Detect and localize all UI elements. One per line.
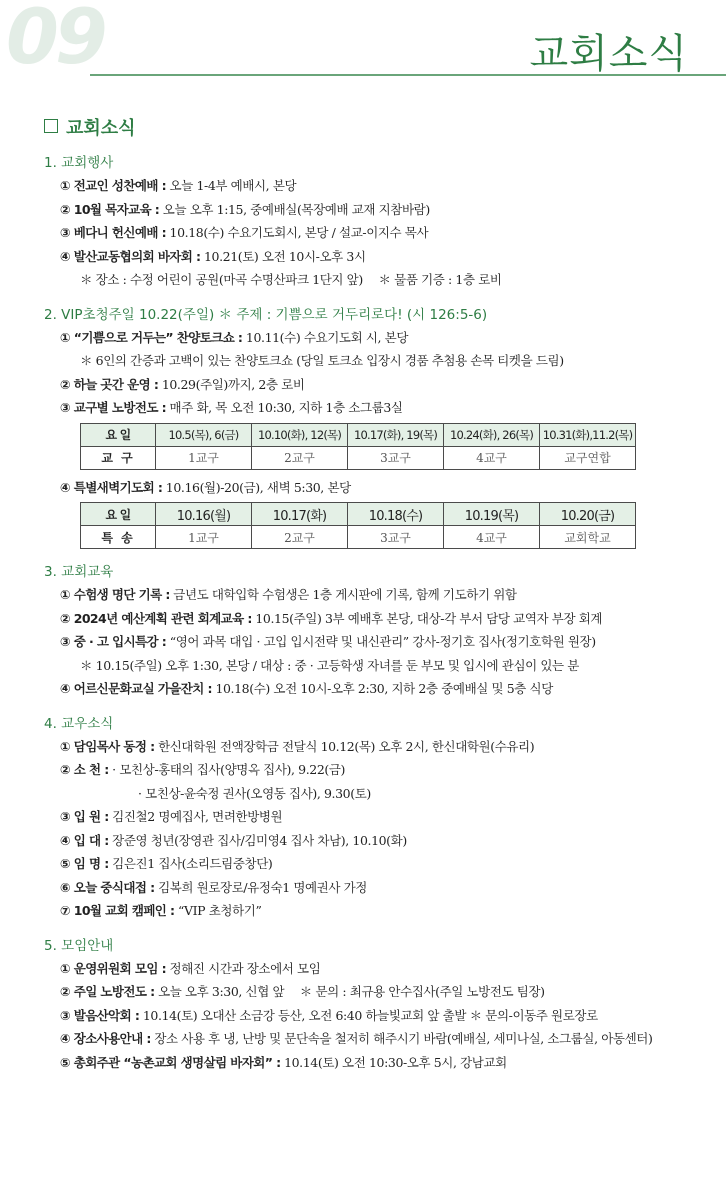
table-cell: 2교구 bbox=[252, 446, 348, 469]
table-cell: 10.17(화) bbox=[252, 503, 348, 526]
list-item: ⑥ 오늘 중식대접 : 김복희 원로장로/유정숙1 명예권사 가정 bbox=[60, 879, 367, 895]
table-row-label: 요 일 bbox=[81, 423, 156, 446]
table-cell: 10.10(화), 12(목) bbox=[252, 423, 348, 446]
dawn-prayer-table bbox=[80, 502, 636, 549]
table-cell: 10.5(목), 6(금) bbox=[156, 423, 252, 446]
section-meetings bbox=[44, 935, 714, 1075]
table-cell: 4교구 bbox=[444, 446, 540, 469]
table-row-label: 특 송 bbox=[81, 526, 156, 549]
list-item: ⑦ 10월 교회 캠페인 : “VIP 초청하기” bbox=[60, 903, 262, 918]
table-cell: 10.18(수) bbox=[348, 503, 444, 526]
list-item: ③ 베다니 헌신예배 : 10.18(수) 수요기도회시, 본당 / 설교-이지수 목사 bbox=[60, 225, 429, 240]
section-heading: 4. 교우소식 bbox=[44, 715, 114, 732]
table-row bbox=[81, 446, 636, 469]
list-item: ② 주일 노방전도 : 오늘 오후 3:30, 신협 앞 ＊ 문의 : 최규용 안수집사(주일 노방전도 팀장) bbox=[60, 984, 545, 999]
table-cell: 10.17(화), 19(목) bbox=[348, 423, 444, 446]
note: ＊ 6인의 간증과 고백이 있는 찬양토크쇼 (당일 토크쇼 입장시 경품 추첨용 손목 티켓을 드림) bbox=[80, 353, 564, 368]
list-item: ③ 교구별 노방전도 : 매주 화, 목 오전 10:30, 지하 1층 소그룹3실 bbox=[60, 400, 403, 415]
section-church-education bbox=[44, 561, 714, 701]
list-item: ① “기쁨으로 거두는” 찬양토크쇼 : 10.11(수) 수요기도회 시, 본당 bbox=[60, 329, 409, 345]
table-cell: 10.20(금) bbox=[540, 503, 636, 526]
section-church-events bbox=[44, 152, 714, 292]
news-content bbox=[44, 114, 714, 1074]
section-member-news bbox=[44, 713, 714, 923]
list-item: ④ 입 대 : 장준영 청년(장영관 집사/김미영4 집사 차남), 10.10(화) bbox=[60, 832, 407, 848]
list-item: ④ 어르신문화교실 가을잔치 : 10.18(수) 오전 10시-오후 2:30, 지하 2층 중예배실 및 5층 식당 bbox=[60, 681, 553, 696]
table-cell: 교회학교 bbox=[540, 526, 636, 549]
section-heading: 5. 모임안내 bbox=[44, 937, 114, 954]
table-row bbox=[81, 526, 636, 549]
page-number: 09 bbox=[6, 0, 104, 81]
table-row bbox=[81, 503, 636, 526]
title-divider bbox=[90, 74, 726, 76]
street-evangelism-table bbox=[80, 423, 636, 470]
table-cell: 1교구 bbox=[156, 446, 252, 469]
section-heading: 3. 교회교육 bbox=[44, 564, 114, 580]
table-row-label: 교 구 bbox=[81, 446, 156, 469]
checkbox-square-icon bbox=[44, 119, 58, 133]
table-row-label: 요 일 bbox=[81, 503, 156, 526]
table-cell: 2교구 bbox=[252, 526, 348, 549]
list-item: ② 10월 목자교육 : 오늘 오후 1:15, 중예배실(목장예배 교재 지참바람) bbox=[60, 201, 430, 217]
section-vip-sunday bbox=[44, 304, 714, 550]
main-heading-text: 교회소식 bbox=[66, 118, 136, 139]
table-cell: 10.16(월) bbox=[156, 503, 252, 526]
table-cell: 3교구 bbox=[348, 446, 444, 469]
list-item: ① 운영위원회 모임 : 정해진 시간과 장소에서 모임 bbox=[60, 960, 321, 976]
table-cell: 1교구 bbox=[156, 526, 252, 549]
table-row bbox=[81, 423, 636, 446]
table-cell: 교구연합 bbox=[540, 446, 636, 469]
note: ＊ 10.15(주일) 오후 1:30, 본당 / 대상 : 중 · 고등학생 자녀를 둔 부모 및 입시에 관심이 있는 분 bbox=[80, 657, 579, 673]
list-item: ④ 장소사용안내 : 장소 사용 후 냉, 난방 및 문단속을 철저히 해주시기 바람(예배실, 세미나실, 소그룹실, 아동센터) bbox=[60, 1031, 653, 1046]
list-item: ④ 특별새벽기도회 : 10.16(월)-20(금), 새벽 5:30, 본당 bbox=[60, 479, 351, 495]
list-item: ③ 발음산악회 : 10.14(토) 오대산 소금강 등산, 오전 6:40 하늘빛교회 앞 출발 ＊ 문의-이동주 원로장로 bbox=[60, 1007, 598, 1023]
page-title: 교회소식 bbox=[529, 31, 688, 77]
list-item: ⑤ 총회주관 “농촌교회 생명살림 바자회” : 10.14(토) 오전 10:30-오후 5시, 강남교회 bbox=[60, 1054, 507, 1070]
table-cell: 10.31(화),11.2(목) bbox=[540, 423, 636, 446]
list-item: ④ 발산교동협의회 바자회 : 10.21(토) 오전 10시-오후 3시 bbox=[60, 248, 366, 264]
list-item: ③ 입 원 : 김진철2 명예집사, 면려한방병원 bbox=[60, 809, 283, 824]
note: ＊ 장소 : 수정 어린이 공원(마곡 수명산파크 1단지 앞) ＊ 물품 기증 : 1층 로비 bbox=[80, 272, 502, 287]
list-item: ① 전교인 성찬예배 : 오늘 1-4부 예배시, 본당 bbox=[60, 178, 297, 193]
section-heading: 2. VIP초청주일 10.22(주일) ＊ 주제 : 기쁨으로 거두리로다! (시 126:5-6) bbox=[44, 306, 488, 323]
main-heading bbox=[44, 114, 714, 140]
list-item: ② 2024년 예산계획 관련 회계교육 : 10.15(주일) 3부 예배후 본당, 대상-각 부서 담당 교역자 부장 회계 bbox=[60, 610, 603, 626]
list-item: ② 소 천 : · 모친상-홍태의 집사(양명옥 집사), 9.22(금) bbox=[60, 762, 346, 777]
list-item: ① 수험생 명단 기록 : 금년도 대학입학 수험생은 1층 게시판에 기록, 함께 기도하기 위함 bbox=[60, 587, 517, 602]
list-item: ① 담임목사 동정 : 한신대학원 전액장학금 전달식 10.12(목) 오후 2시, 한신대학원(수유리) bbox=[60, 738, 535, 754]
table-cell: 10.24(화), 26(목) bbox=[444, 423, 540, 446]
table-cell: 10.19(목) bbox=[444, 503, 540, 526]
list-item: ③ 중 · 고 입시특강 : “영어 과목 대입 · 고입 입시전략 및 내신관리” 강사-정기호 집사(정기호학원 원장) bbox=[60, 634, 596, 649]
section-heading: 1. 교회행사 bbox=[44, 155, 114, 171]
table-cell: 3교구 bbox=[348, 526, 444, 549]
list-item: ② 하늘 곳간 운영 : 10.29(주일)까지, 2층 로비 bbox=[60, 376, 305, 392]
list-item-continuation: · 모친상-윤숙정 권사(오영동 집사), 9.30(토) bbox=[138, 785, 371, 801]
list-item: ⑤ 임 명 : 김은진1 집사(소리드림중창단) bbox=[60, 856, 273, 871]
table-cell: 4교구 bbox=[444, 526, 540, 549]
